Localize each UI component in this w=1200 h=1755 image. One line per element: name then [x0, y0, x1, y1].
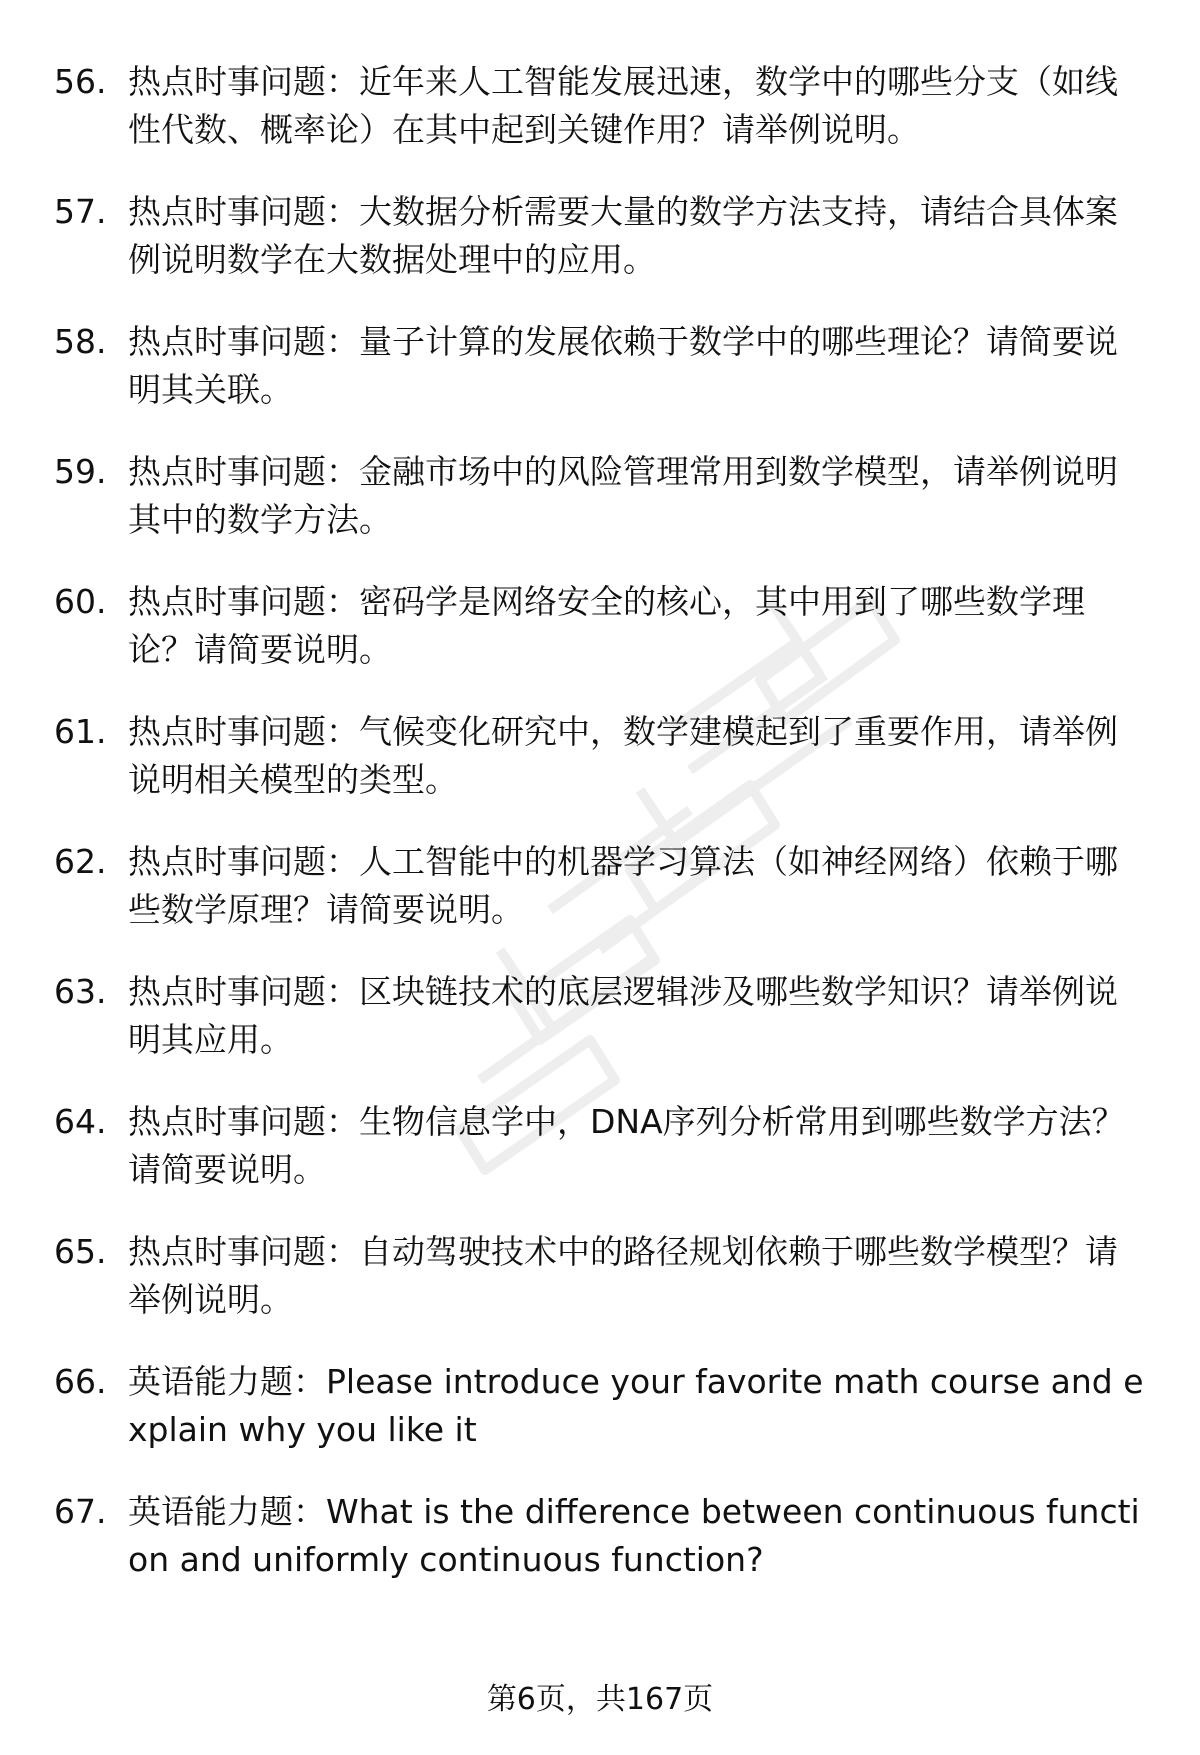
question-number: 61. [54, 712, 107, 751]
question-item-61 [54, 708, 1146, 804]
question-item-62 [54, 838, 1146, 934]
question-item-58 [54, 318, 1146, 414]
question-number: 56. [54, 62, 107, 101]
question-item-65 [54, 1228, 1146, 1324]
question-item-63 [54, 968, 1146, 1064]
question-text: 热点时事问题：区块链技术的底层逻辑涉及哪些数学知识？请举例说明其应用。 [128, 972, 1118, 1059]
question-text: 热点时事问题：大数据分析需要大量的数学方法支持，请结合具体案例说明数学在大数据处理中的应用。 [128, 192, 1118, 279]
question-item-64 [54, 1098, 1146, 1194]
question-text: 热点时事问题：密码学是网络安全的核心，其中用到了哪些数学理论？请简要说明。 [128, 582, 1085, 669]
question-text: 热点时事问题：金融市场中的风险管理常用到数学模型，请举例说明其中的数学方法。 [128, 452, 1118, 539]
question-item-57 [54, 188, 1146, 284]
question-text: 热点时事问题：量子计算的发展依赖于数学中的哪些理论？请简要说明其关联。 [128, 322, 1118, 409]
question-number: 60. [54, 582, 107, 621]
question-text: 热点时事问题：自动驾驶技术中的路径规划依赖于哪些数学模型？请举例说明。 [128, 1232, 1118, 1319]
question-number: 64. [54, 1102, 107, 1141]
question-item-56 [54, 58, 1146, 154]
question-item-60 [54, 578, 1146, 674]
question-list [54, 58, 1146, 1618]
question-number: 58. [54, 322, 107, 361]
question-text: 英语能力题：Please introduce your favorite math course and explain why you like it [128, 1362, 1144, 1449]
question-text: 热点时事问题：生物信息学中，DNA序列分析常用到哪些数学方法？请简要说明。 [128, 1102, 1125, 1189]
question-text: 英语能力题：What is the difference between continuous function and uniformly continuous function? [128, 1492, 1140, 1579]
question-item-67 [54, 1488, 1146, 1584]
question-item-66 [54, 1358, 1146, 1454]
page-footer: 第6页，共167页 [486, 1682, 714, 1717]
question-text: 热点时事问题：气候变化研究中，数学建模起到了重要作用，请举例说明相关模型的类型。 [128, 712, 1118, 799]
question-number: 62. [54, 842, 107, 881]
question-item-59 [54, 448, 1146, 544]
question-number: 59. [54, 452, 107, 491]
question-number: 57. [54, 192, 107, 231]
question-text: 热点时事问题：人工智能中的机器学习算法（如神经网络）依赖于哪些数学原理？请简要说明。 [128, 842, 1118, 929]
question-text: 热点时事问题：近年来人工智能发展迅速，数学中的哪些分支（如线性代数、概率论）在其中起到关键作用？请举例说明。 [128, 62, 1118, 149]
question-number: 66. [54, 1362, 107, 1401]
question-number: 65. [54, 1232, 107, 1271]
question-number: 67. [54, 1492, 107, 1531]
question-number: 63. [54, 972, 107, 1011]
